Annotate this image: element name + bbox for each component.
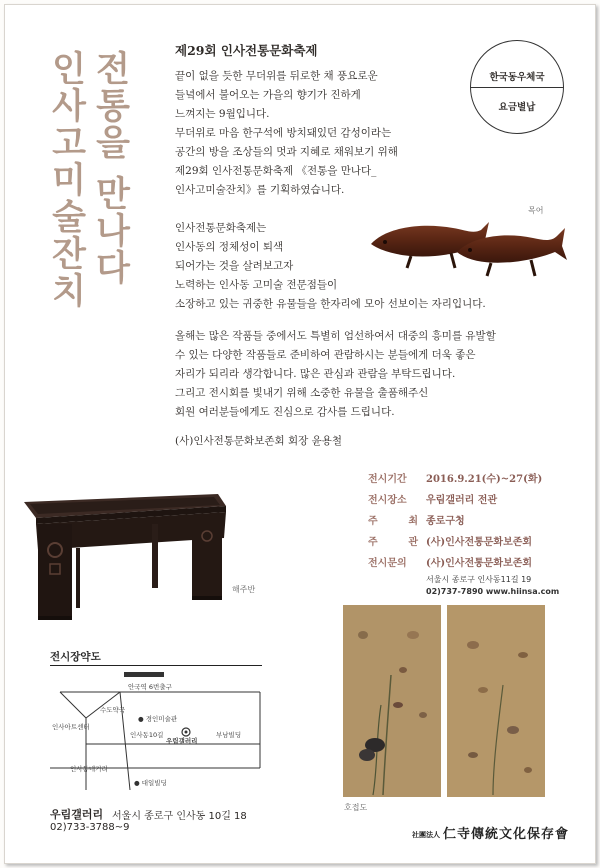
festival-heading: 제29회 인사전통문화축제 (175, 43, 318, 58)
text-line: 자리가 되리라 생각합니다. 많은 관심과 관람을 부탁드립니다. (175, 368, 456, 380)
map-title: 전시장약도 (50, 651, 101, 663)
text-line: 노력하는 인사동 고미술 전문점들이 (175, 279, 338, 291)
text-line: 올해는 많은 작품들 중에서도 특별히 엄선하여서 대중의 흥미를 유발할 (175, 330, 496, 342)
closing-paragraph (175, 327, 496, 422)
text-line: 인사고미술잔치》를 기획하였습니다. (175, 184, 345, 196)
contact-phone: 02)737-7890 www.hiinsa.com (426, 587, 560, 596)
gallery-phone: 02)733-3788~9 (50, 822, 130, 833)
text-line: 소장하고 있는 귀중한 유물들을 한자리에 모아 선보이는 자리입니다. (175, 298, 486, 310)
map-label-intersection: 인사동네거리 (70, 765, 108, 773)
text-line: 공간의 방을 조상들의 멋과 지혜로 채워보기 위해 (175, 146, 398, 158)
text-line: 들녘에서 불어오는 가을의 향기가 진하게 (175, 89, 361, 101)
info-label: 전시문의 (368, 558, 407, 569)
contact-address: 서울시 종로구 인사동11길 19 (426, 575, 532, 584)
info-value: 우림갤러리 전관 (426, 495, 498, 506)
text-line: 제29회 인사전통문화축제 《전통을 만나다_ (175, 165, 377, 177)
info-label: 전시장소 (368, 495, 407, 506)
stamp-top-text: 한국동우체국 (489, 72, 545, 83)
text-line: 되어가는 것을 살려보고자 (175, 260, 294, 272)
map-label-sudo: 수도약국 (100, 706, 126, 714)
organization-logo (412, 823, 569, 842)
info-value: 종로구청 (426, 516, 465, 527)
text-line: 끝이 없을 듯한 무더위를 뒤로한 채 풍요로운 (175, 70, 378, 82)
vertical-title-sub: 인사고미술잔치 (46, 50, 87, 309)
text-line: 느껴지는 9월입니다. (175, 108, 270, 120)
map-title-divider (50, 665, 262, 666)
gallery-name: 우림갤러리 (50, 808, 104, 821)
text-line: 수 있는 다양한 작품들로 준비하여 관람하시는 분들에게 더욱 좋은 (175, 349, 476, 361)
map-label-daeil: ● 대일빌딩 (134, 779, 167, 787)
map-label-exit: 안국역 6번출구 (128, 683, 172, 691)
map-label-woorim: 우림갤러리 (166, 737, 198, 745)
map-label-insadong10: 인사동10길 (130, 731, 164, 739)
signature: (사)인사전통문화보존회 회장 윤용철 (175, 435, 343, 447)
map-label-busan: 부남빌딩 (216, 731, 242, 739)
butterfly-paintings-image (343, 605, 563, 800)
org-name: 仁寺傳統文化保存會 (443, 827, 570, 842)
gallery-address: 서울시 종로구 인사동 10길 18 (112, 811, 247, 822)
org-prefix: 社團法人 (412, 829, 440, 839)
text-line: 인사전통문화축제는 (175, 222, 267, 234)
info-value: (사)인사전통문화보존회 (426, 537, 533, 548)
postage-stamp (470, 40, 564, 134)
stamp-bottom-text: 요금별납 (498, 102, 536, 113)
info-value: (사)인사전통문화보존회 (426, 558, 533, 569)
text-line: 인사동의 정체성이 퇴색 (175, 241, 284, 253)
info-label: 주 관 (368, 537, 418, 548)
intro-paragraph (175, 67, 398, 200)
map-label-gyeongin: ● 경인미술관 (138, 715, 178, 723)
text-line: 그리고 전시회를 빛내기 위해 소중한 유물을 출품해주신 (175, 387, 429, 399)
info-label: 주 최 (368, 516, 418, 527)
haejuban-table-image (22, 488, 227, 623)
painting-caption: 호접도 (344, 803, 368, 812)
wooden-fish-image (365, 210, 570, 280)
text-line: 회원 여러분들에게도 진심으로 감사를 드립니다. (175, 406, 395, 418)
info-label: 전시기간 (368, 474, 407, 485)
map-label-insaart: 인사아트센터 (52, 723, 90, 731)
vertical-title-main: 전통을 만나다 (90, 50, 131, 287)
info-value: 2016.9.21(수)~27(화) (426, 474, 543, 485)
fish-caption: 목어 (528, 206, 544, 215)
text-line: 무더위로 마음 한구석에 방치돼있던 감성이라는 (175, 127, 392, 139)
table-caption: 해주반 (232, 585, 256, 594)
